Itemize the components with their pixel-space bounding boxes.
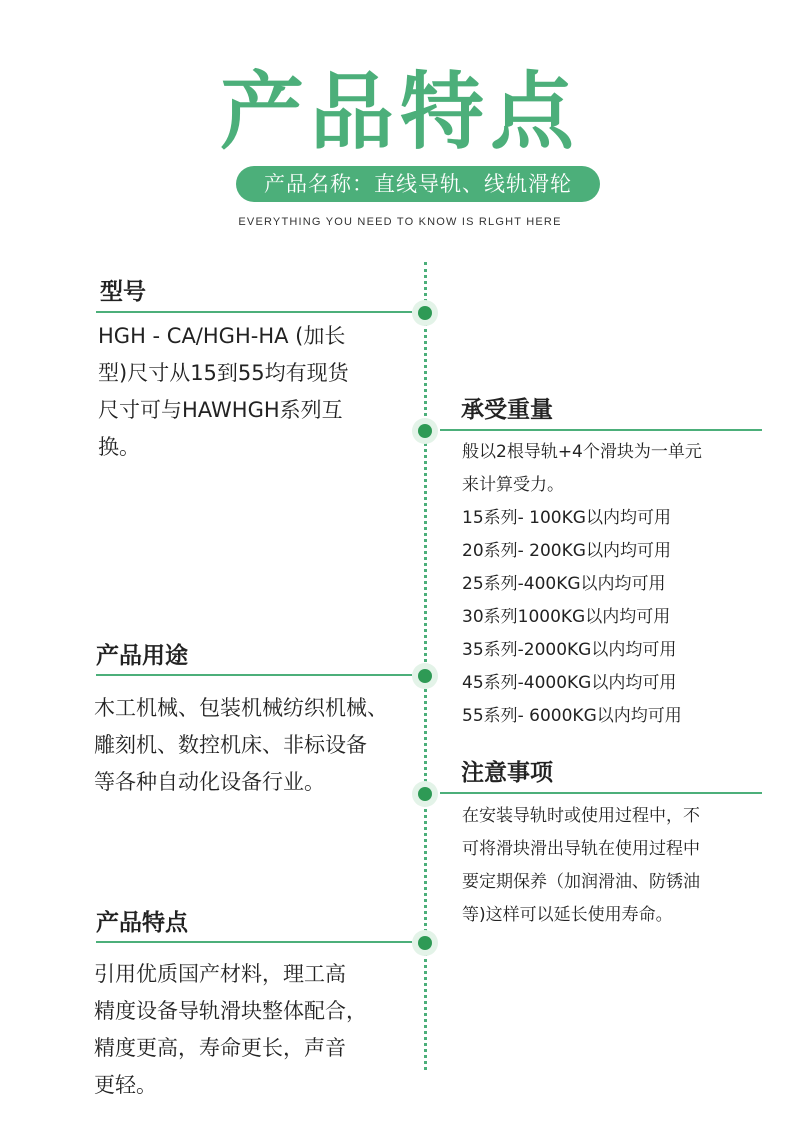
- text-line: 在安装导轨时或使用过程中，不: [462, 806, 700, 826]
- text-line: 般以2根导轨+4个滑块为一单元: [462, 442, 702, 462]
- text-line: 25系列-400KG以内均可用: [462, 574, 666, 594]
- text-line: 来计算受力。: [462, 475, 564, 495]
- section-body-notice: [462, 800, 700, 932]
- text-line: 精度更高，寿命更长，声音: [94, 1036, 346, 1060]
- text-line: 35系列-2000KG以内均可用: [462, 640, 677, 660]
- section-title-notice: 注意事项: [461, 760, 553, 786]
- tagline: EVERYTHING YOU NEED TO KNOW IS RLGHT HERE: [238, 216, 562, 228]
- timeline-dot: [412, 930, 438, 956]
- text-line: 等各种自动化设备行业。: [94, 770, 325, 794]
- section-body-features: [94, 956, 367, 1104]
- section-body-load: [462, 436, 702, 733]
- text-line: 精度设备导轨滑块整体配合，: [94, 999, 367, 1023]
- page-title: 产品特点: [219, 63, 580, 161]
- timeline-dot: [412, 781, 438, 807]
- product-name-badge: 产品名称：直线导轨、线轨滑轮: [236, 166, 600, 202]
- text-line: 型)尺寸从15到55均有现货: [98, 361, 349, 385]
- timeline-dot: [412, 663, 438, 689]
- text-line: 等)这样可以延长使用寿命。: [462, 905, 673, 925]
- text-line: HGH - CA/HGH-HA (加长: [98, 324, 346, 348]
- timeline-dot: [412, 300, 438, 326]
- text-line: 引用优质国产材料，理工高: [94, 962, 346, 986]
- text-line: 45系列-4000KG以内均可用: [462, 673, 677, 693]
- text-line: 可将滑块滑出导轨在使用过程中: [462, 839, 700, 859]
- text-line: 尺寸可与HAWHGH系列互: [98, 398, 343, 422]
- section-title-usage: 产品用途: [96, 643, 188, 669]
- text-line: 15系列- 100KG以内均可用: [462, 508, 671, 528]
- timeline-dot: [412, 418, 438, 444]
- section-body-usage: [94, 690, 388, 801]
- section-title-load: 承受重量: [461, 397, 553, 423]
- text-line: 雕刻机、数控机床、非标设备: [94, 733, 367, 757]
- section-divider: [440, 429, 762, 431]
- section-divider: [96, 311, 412, 313]
- section-title-model: 型号: [100, 279, 146, 305]
- section-divider: [440, 792, 762, 794]
- section-title-features: 产品特点: [96, 910, 188, 936]
- text-line: 55系列- 6000KG以内均可用: [462, 706, 682, 726]
- section-body-model: [98, 318, 349, 466]
- text-line: 木工机械、包装机械纺织机械、: [94, 696, 388, 720]
- text-line: 30系列1000KG以内均可用: [462, 607, 671, 627]
- text-line: 20系列- 200KG以内均可用: [462, 541, 671, 561]
- text-line: 要定期保养（加润滑油、防锈油: [462, 872, 700, 892]
- section-divider: [96, 941, 412, 943]
- text-line: 换。: [98, 435, 140, 459]
- section-divider: [96, 674, 412, 676]
- text-line: 更轻。: [94, 1073, 157, 1097]
